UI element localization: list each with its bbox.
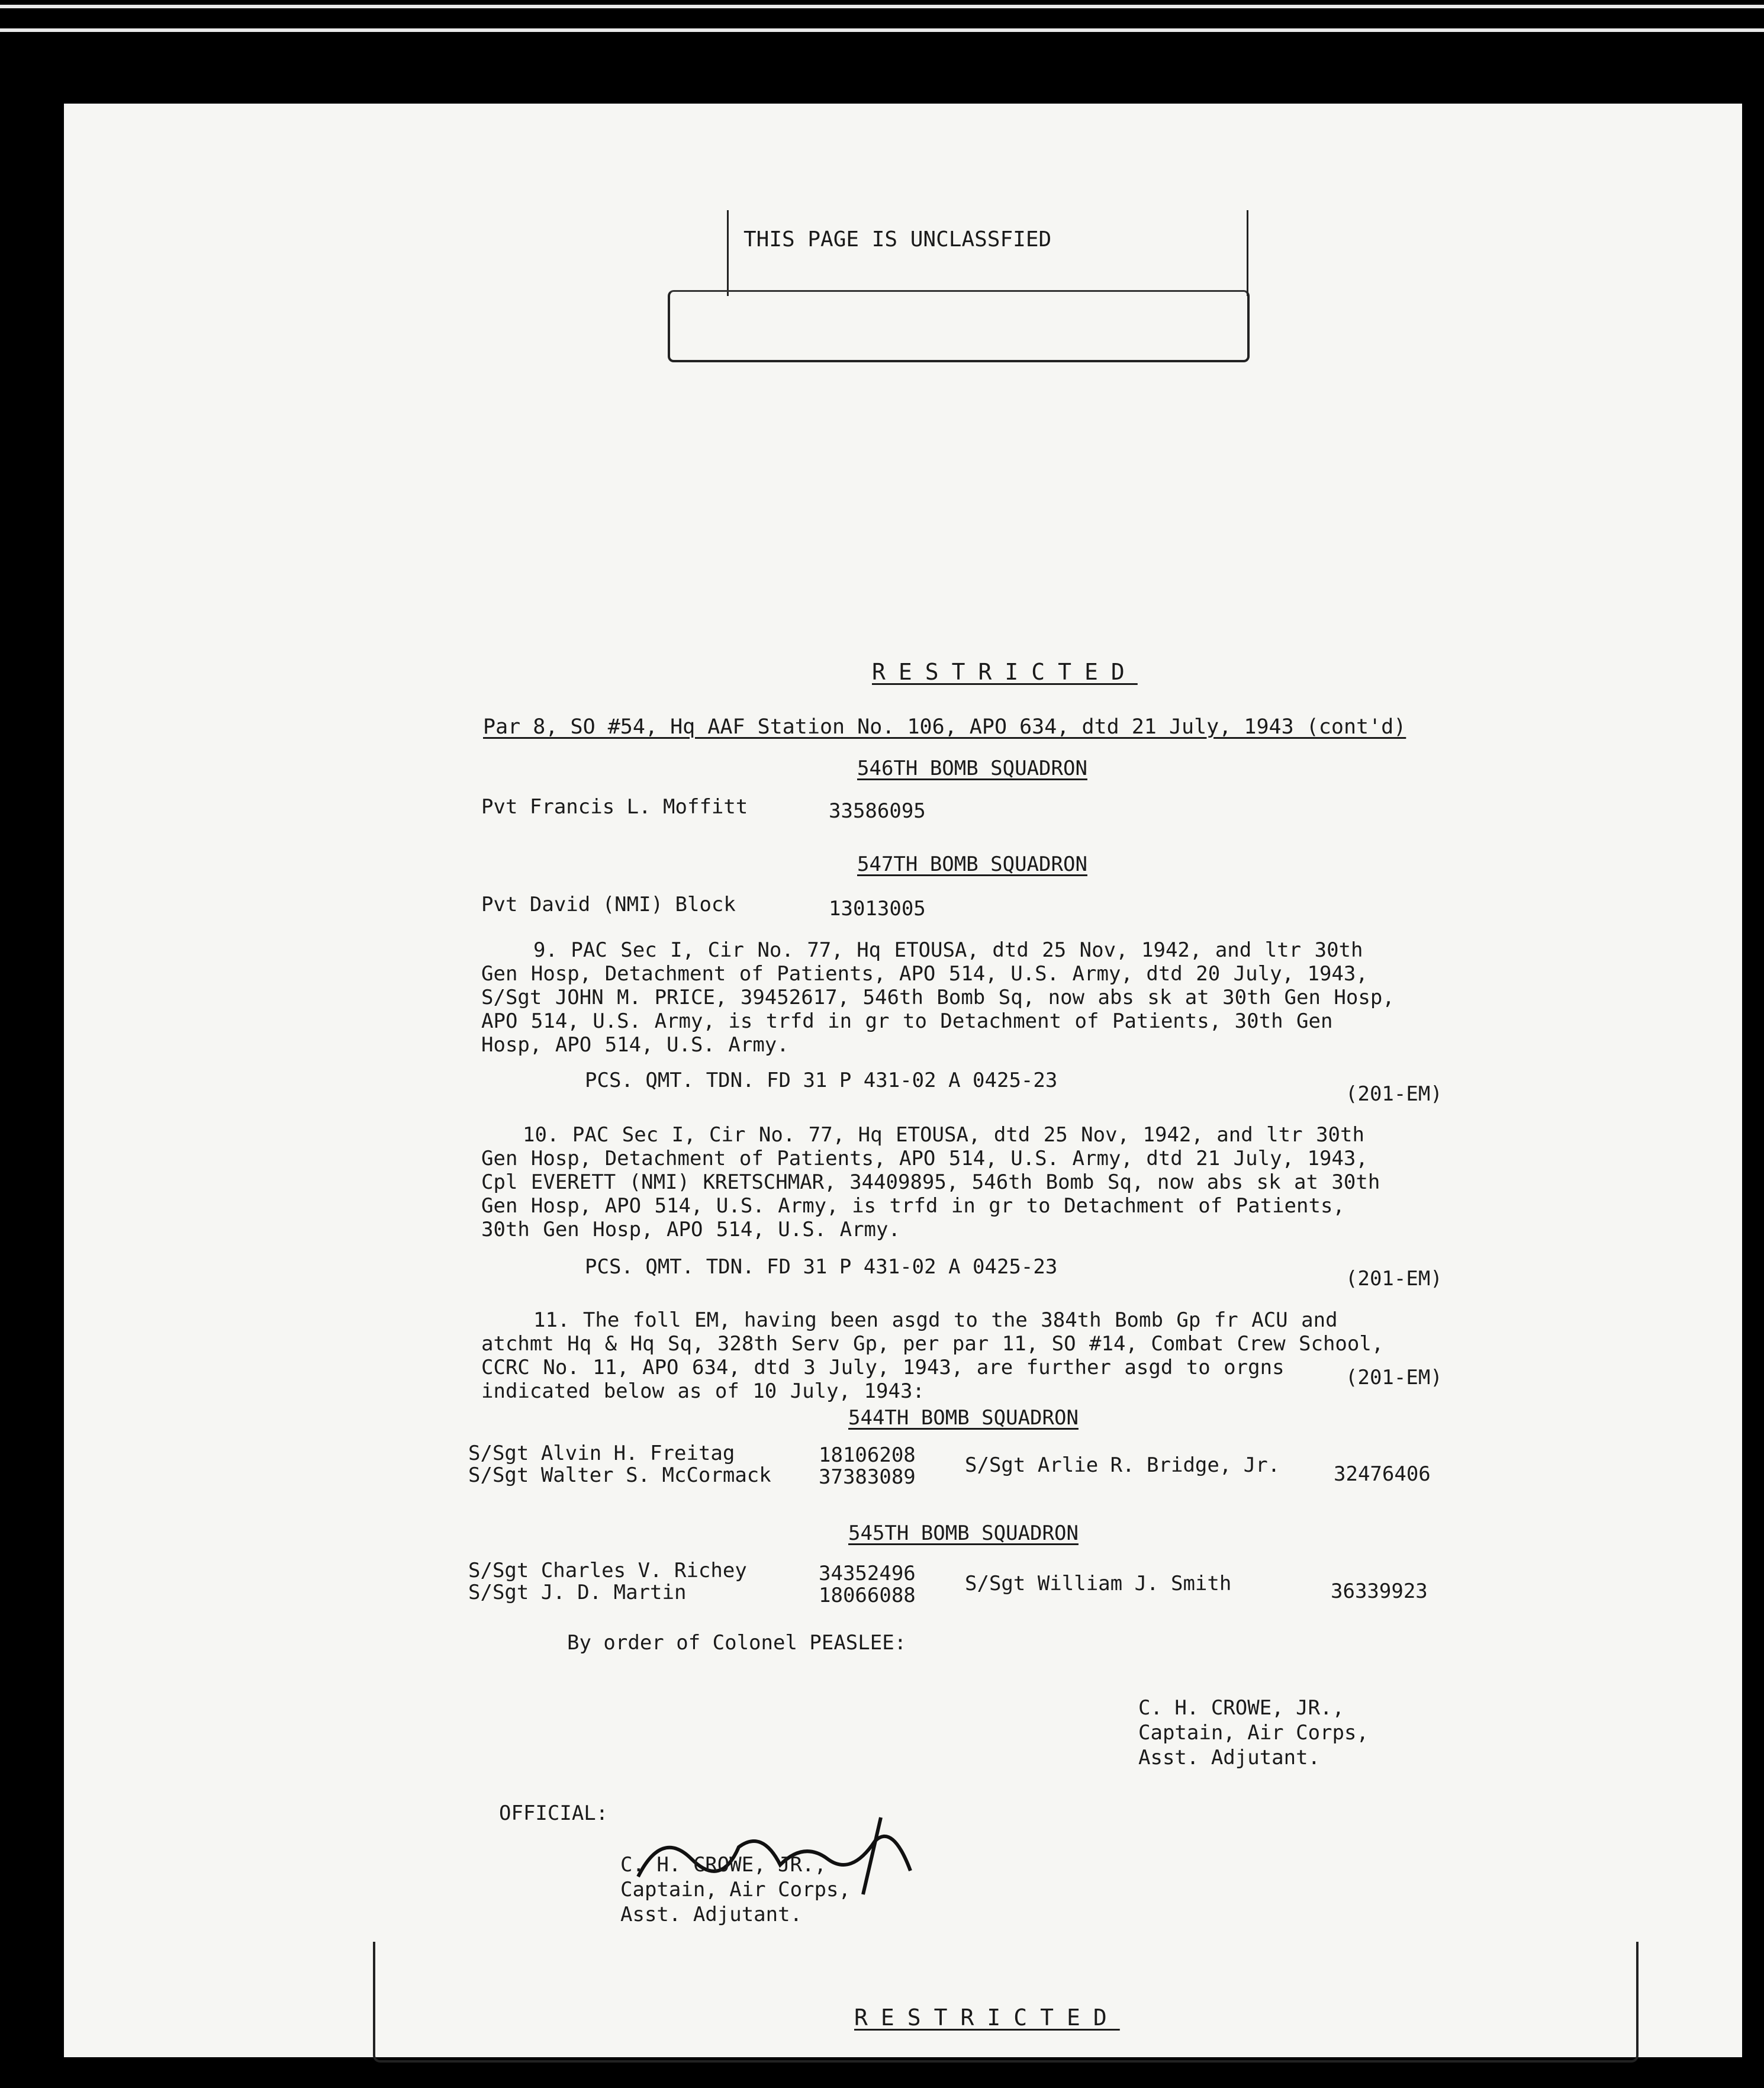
entry-name: S/Sgt Walter S. McCormack xyxy=(468,1463,771,1487)
banner-tab xyxy=(668,290,1250,362)
unclassified-banner: THIS PAGE IS UNCLASSFIED xyxy=(743,227,1052,252)
entry-name: S/Sgt Arlie R. Bridge, Jr. xyxy=(965,1453,1280,1477)
official-label: OFFICIAL: xyxy=(499,1801,609,1825)
header-classification: RESTRICTED xyxy=(872,659,1138,685)
signature-name: C. H. CROWE, JR., xyxy=(1138,1696,1344,1720)
banner-box xyxy=(727,210,1248,296)
entry-name: S/Sgt William J. Smith xyxy=(965,1572,1232,1595)
document-page xyxy=(64,104,1742,2057)
entry-serial: 36339923 xyxy=(1331,1579,1428,1603)
paragraph-9-funding: PCS. QMT. TDN. FD 31 P 431-02 A 0425-23 xyxy=(585,1069,1058,1092)
entry-serial: 32476406 xyxy=(1334,1462,1431,1486)
signature-rank: Captain, Air Corps, xyxy=(1138,1721,1369,1745)
order-line: By order of Colonel PEASLEE: xyxy=(567,1631,907,1655)
entry-name: Pvt Francis L. Moffitt xyxy=(481,795,748,819)
bottom-frame xyxy=(373,1942,1639,2063)
paragraph-10-funding: PCS. QMT. TDN. FD 31 P 431-02 A 0425-23 xyxy=(585,1255,1058,1279)
entry-serial: 18066088 xyxy=(819,1584,916,1607)
paragraph-10: 10. PAC Sec I, Cir No. 77, Hq ETOUSA, dtd 25 Nov, 1942, and ltr 30th Gen Hosp, Detachment of Patients, APO 514, U.S. Army, dtd 21 July, 1943, Cpl EVERETT (NMI) KRETSCHMAR, 34409895, 546th Bomb Sq, now abs sk at 30th Gen Hosp, APO 514, U.S. Army, is trfd in gr to Detachment of Patients, 30th Gen Hosp, APO 514, U.S. Army. xyxy=(481,1123,1380,1241)
official-name: C. H. CROWE, JR., xyxy=(620,1853,826,1877)
entry-name: S/Sgt J. D. Martin xyxy=(468,1581,687,1604)
signature-title: Asst. Adjutant. xyxy=(1138,1746,1321,1770)
paragraph-10-file: (201-EM) xyxy=(1345,1267,1443,1291)
paragraph-9: 9. PAC Sec I, Cir No. 77, Hq ETOUSA, dtd 25 Nov, 1942, and ltr 30th Gen Hosp, Detachment of Patients, APO 514, U.S. Army, dtd 20 July, 1943, S/Sgt JOHN M. PRICE, 39452617, 546th Bomb Sq, now abs sk at 30th Gen Hosp, APO 514, U.S. Army, is trfd in gr to Detachment of Patients, 30th Gen Hosp, APO 514, U.S. Army. xyxy=(481,938,1395,1057)
official-title: Asst. Adjutant. xyxy=(620,1903,803,1926)
entry-name: S/Sgt Charles V. Richey xyxy=(468,1559,747,1582)
entry-serial: 13013005 xyxy=(829,897,926,921)
entry-name: S/Sgt Alvin H. Freitag xyxy=(468,1442,735,1465)
entry-name: Pvt David (NMI) Block xyxy=(481,893,736,916)
scan-top-line-2 xyxy=(0,28,1764,32)
paragraph-11-file: (201-EM) xyxy=(1345,1366,1443,1389)
squadron-547-title: 547TH BOMB SQUADRON xyxy=(857,852,1087,876)
squadron-544-title: 544TH BOMB SQUADRON xyxy=(848,1406,1079,1430)
scan-top-line xyxy=(0,5,1764,8)
entry-serial: 34352496 xyxy=(819,1562,916,1585)
order-reference: Par 8, SO #54, Hq AAF Station No. 106, APO 634, dtd 21 July, 1943 (cont'd) xyxy=(483,715,1406,739)
paragraph-9-file: (201-EM) xyxy=(1345,1082,1443,1106)
entry-serial: 37383089 xyxy=(819,1465,916,1489)
official-rank: Captain, Air Corps, xyxy=(620,1878,851,1902)
squadron-545-title: 545TH BOMB SQUADRON xyxy=(848,1521,1079,1545)
entry-serial: 33586095 xyxy=(829,799,926,823)
paragraph-11: 11. The foll EM, having been asgd to the 384th Bomb Gp fr ACU and atchmt Hq & Hq Sq, 328th Serv Gp, per par 11, SO #14, Combat Crew School, CCRC No. 11, APO 634, dtd 3 July, 1943, are further asgd to orgns indicated below as of 10 July, 1943: xyxy=(481,1308,1384,1403)
footer-classification: RESTRICTED xyxy=(854,2005,1120,2031)
entry-serial: 18106208 xyxy=(819,1443,916,1467)
squadron-546-title: 546TH BOMB SQUADRON xyxy=(857,757,1087,780)
